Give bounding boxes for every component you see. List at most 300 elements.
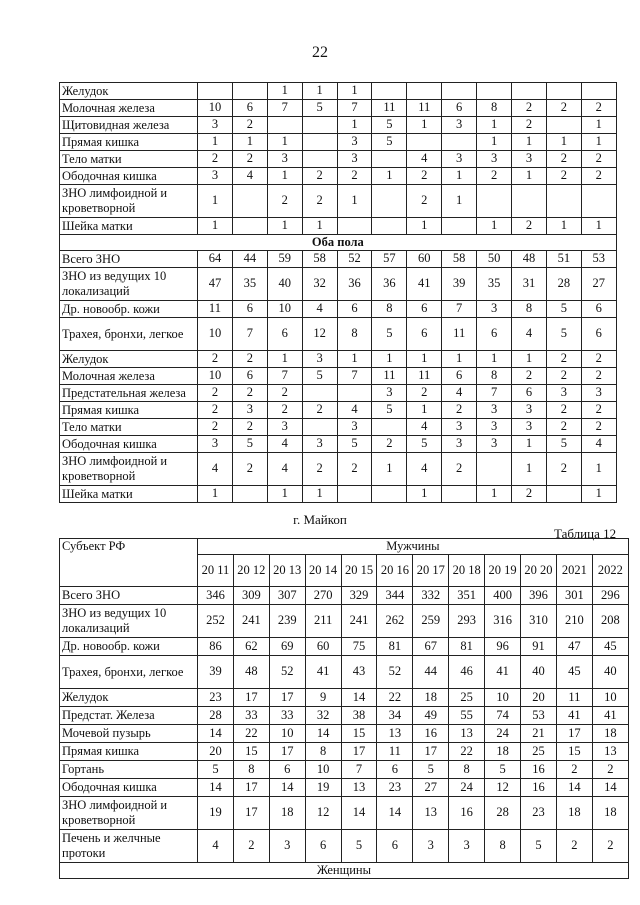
cell-value: 6 [305,830,341,863]
cell-value: 2 [512,368,547,385]
cell-value: 2 [442,453,477,486]
cell-value [477,185,512,218]
table-number: Таблица 12 [554,526,617,541]
cell-value: 14 [198,725,234,743]
year-header: 20 19 [485,555,521,587]
cell-value: 2 [581,368,616,385]
table-row [60,385,617,402]
cell-value: 14 [592,779,628,797]
cell-value: 211 [305,605,341,638]
cell-value: 5 [341,830,377,863]
row-label: Желудок [60,351,198,368]
table-row [60,453,617,486]
cell-value: 1 [198,134,233,151]
cell-value: 51 [546,251,581,268]
cell-value: 3 [477,419,512,436]
cell-value [442,134,477,151]
row-label: Др. новообр. кожи [60,638,198,656]
cell-value: 344 [377,587,413,605]
cell-value: 400 [485,587,521,605]
cell-value: 24 [485,725,521,743]
row-label: ЗНО лимфоидной и кроветворной [60,185,198,218]
cell-value: 3 [302,436,337,453]
table-row [60,368,617,385]
cell-value: 3 [372,385,407,402]
cell-value: 2 [302,168,337,185]
cell-value: 2 [198,402,233,419]
cell-value: 18 [485,743,521,761]
table-row [60,436,617,453]
cell-value: 1 [581,117,616,134]
cell-value: 20 [198,743,234,761]
row-label: Шейка матки [60,218,198,235]
cell-value: 3 [198,436,233,453]
cell-value [546,486,581,503]
cell-value: 7 [232,318,267,351]
cell-value: 2 [232,419,267,436]
cell-value: 7 [341,761,377,779]
cell-value: 4 [407,453,442,486]
cell-value: 8 [485,830,521,863]
cell-value: 17 [556,725,592,743]
cell-value: 4 [267,436,302,453]
cell-value: 3 [512,419,547,436]
cell-value: 6 [377,830,413,863]
table-row [60,486,617,503]
cell-value: 3 [477,436,512,453]
cell-value: 17 [233,779,269,797]
incidence-table-2 [59,538,629,879]
cell-value: 8 [477,368,512,385]
table-row [60,587,629,605]
cell-value: 20 [521,689,557,707]
cell-value: 12 [485,779,521,797]
cell-value: 91 [521,638,557,656]
cell-value: 310 [521,605,557,638]
cell-value: 293 [449,605,485,638]
cell-value: 1 [407,486,442,503]
row-label: Тело матки [60,419,198,436]
cell-value: 5 [372,402,407,419]
table-row [60,402,617,419]
cell-value: 18 [592,725,628,743]
cell-value: 12 [302,318,337,351]
cell-value: 2 [302,453,337,486]
cell-value: 3 [198,168,233,185]
cell-value: 4 [512,318,547,351]
cell-value: 346 [198,587,234,605]
table-row [60,743,629,761]
table-row [60,761,629,779]
cell-value: 45 [556,656,592,689]
cell-value: 1 [581,486,616,503]
cell-value: 22 [233,725,269,743]
cell-value: 2 [232,453,267,486]
cell-value: 5 [485,761,521,779]
cell-value: 47 [198,268,233,301]
cell-value: 17 [233,797,269,830]
city-caption: г. Майкоп [293,512,347,527]
cell-value: 60 [305,638,341,656]
table-row [60,117,617,134]
cell-value: 241 [233,605,269,638]
cell-value [232,218,267,235]
cell-value: 5 [372,318,407,351]
cell-value: 18 [592,797,628,830]
cell-value: 3 [269,830,305,863]
cell-value: 3 [413,830,449,863]
table-row [60,689,629,707]
row-label: Мочевой пузырь [60,725,198,743]
row-label: Трахея, бронхи, легкое [60,656,198,689]
row-label: ЗНО из ведущих 10 локализаций [60,268,198,301]
cell-value: 31 [512,268,547,301]
cell-value: 210 [556,605,592,638]
cell-value: 2 [581,100,616,117]
cell-value: 4 [581,436,616,453]
cell-value: 3 [442,419,477,436]
cell-value: 13 [341,779,377,797]
cell-value: 2 [546,168,581,185]
cell-value: 55 [449,707,485,725]
cell-value: 23 [377,779,413,797]
table-row [60,638,629,656]
cell-value: 1 [407,117,442,134]
cell-value: 21 [521,725,557,743]
row-label: Всего ЗНО [60,587,198,605]
cell-value: 1 [477,117,512,134]
cell-value: 19 [198,797,234,830]
cell-value: 6 [512,385,547,402]
cell-value: 52 [337,251,372,268]
table-row [60,168,617,185]
cell-value: 5 [302,100,337,117]
cell-value: 9 [305,689,341,707]
cell-value: 18 [413,689,449,707]
cell-value [302,117,337,134]
cell-value: 6 [477,318,512,351]
cell-value: 32 [302,268,337,301]
cell-value: 3 [512,402,547,419]
cell-value: 1 [407,402,442,419]
cell-value: 75 [341,638,377,656]
cell-value: 10 [198,100,233,117]
cell-value: 53 [521,707,557,725]
cell-value: 41 [305,656,341,689]
table-row [60,725,629,743]
page-number: 22 [312,44,328,61]
cell-value: 1 [267,134,302,151]
cell-value: 2 [581,402,616,419]
table-row [60,779,629,797]
cell-value: 2 [546,151,581,168]
row-label: Прямая кишка [60,402,198,419]
cell-value [232,83,267,100]
cell-value: 19 [305,779,341,797]
cell-value: 67 [413,638,449,656]
table-row [60,707,629,725]
table-row [60,351,617,368]
cell-value [337,385,372,402]
cell-value: 6 [232,301,267,318]
cell-value [477,453,512,486]
cell-value: 2 [198,385,233,402]
cell-value: 10 [269,725,305,743]
cell-value [512,185,547,218]
cell-value: 2 [581,419,616,436]
cell-value: 2 [372,436,407,453]
row-label: Прямая кишка [60,134,198,151]
cell-value: 1 [267,486,302,503]
row-label: Предстат. Железа [60,707,198,725]
cell-value: 5 [546,436,581,453]
cell-value: 36 [372,268,407,301]
row-label: Печень и желчные протоки [60,830,198,863]
cell-value: 1 [198,486,233,503]
cell-value: 1 [546,134,581,151]
cell-value: 81 [449,638,485,656]
cell-value: 16 [413,725,449,743]
year-header: 20 14 [305,555,341,587]
cell-value [442,218,477,235]
cell-value: 5 [302,368,337,385]
cell-value: 2 [337,168,372,185]
table-row [60,83,617,100]
cell-value: 329 [341,587,377,605]
cell-value: 15 [233,743,269,761]
cell-value: 27 [413,779,449,797]
cell-value: 1 [512,453,547,486]
cell-value: 17 [413,743,449,761]
cell-value: 4 [198,453,233,486]
row-label: Тело матки [60,151,198,168]
cell-value: 5 [198,761,234,779]
cell-value: 2 [581,168,616,185]
cell-value: 4 [232,168,267,185]
cell-value: 41 [407,268,442,301]
cell-value: 6 [581,318,616,351]
cell-value: 2 [232,385,267,402]
cell-value: 2 [592,830,628,863]
cell-value: 396 [521,587,557,605]
cell-value: 3 [546,385,581,402]
cell-value: 15 [556,743,592,761]
cell-value: 3 [337,134,372,151]
cell-value: 6 [581,301,616,318]
cell-value: 40 [592,656,628,689]
cell-value: 5 [232,436,267,453]
cell-value: 60 [407,251,442,268]
cell-value: 22 [449,743,485,761]
cell-value: 44 [232,251,267,268]
cell-value: 3 [337,151,372,168]
cell-value: 2 [198,151,233,168]
cell-value: 1 [477,134,512,151]
cell-value: 2 [556,761,592,779]
table-row [60,656,629,689]
table-row [60,100,617,117]
cell-value: 1 [372,351,407,368]
cell-value: 1 [337,83,372,100]
cell-value: 45 [592,638,628,656]
cell-value: 3 [198,117,233,134]
row-label: Молочная железа [60,368,198,385]
cell-value: 23 [198,689,234,707]
cell-value: 46 [449,656,485,689]
cell-value: 6 [337,301,372,318]
row-label: Ободочная кишка [60,779,198,797]
cell-value [302,151,337,168]
table-row [60,797,629,830]
cell-value: 3 [477,301,512,318]
cell-value [337,486,372,503]
cell-value: 1 [372,453,407,486]
cell-value: 12 [305,797,341,830]
row-label: Гортань [60,761,198,779]
cell-value: 3 [449,830,485,863]
table-row [60,251,617,268]
cell-value: 28 [485,797,521,830]
cell-value: 57 [372,251,407,268]
cell-value: 41 [592,707,628,725]
cell-value [372,83,407,100]
table-row [60,318,617,351]
cell-value: 3 [232,402,267,419]
cell-value: 208 [592,605,628,638]
cell-value: 4 [407,419,442,436]
cell-value: 48 [233,656,269,689]
cell-value [372,486,407,503]
cell-value: 1 [232,134,267,151]
cell-value: 3 [302,351,337,368]
cell-value: 6 [267,318,302,351]
cell-value: 262 [377,605,413,638]
cell-value: 74 [485,707,521,725]
cell-value: 2 [407,385,442,402]
row-label: ЗНО лимфоидной и кроветворной [60,453,198,486]
cell-value: 13 [449,725,485,743]
cell-value: 2 [232,117,267,134]
cell-value: 8 [449,761,485,779]
cell-value: 17 [233,689,269,707]
cell-value: 44 [413,656,449,689]
cell-value: 4 [407,151,442,168]
cell-value: 1 [477,218,512,235]
cell-value: 28 [198,707,234,725]
cell-value: 3 [477,402,512,419]
cell-value: 3 [267,419,302,436]
cell-value [198,83,233,100]
cell-value: 3 [337,419,372,436]
cell-value: 2 [302,185,337,218]
cell-value: 69 [269,638,305,656]
cell-value: 22 [377,689,413,707]
row-label: Всего ЗНО [60,251,198,268]
cell-value: 1 [267,83,302,100]
cell-value: 5 [372,117,407,134]
cell-value: 10 [198,368,233,385]
cell-value: 1 [337,185,372,218]
cell-value: 17 [341,743,377,761]
row-label: Ободочная кишка [60,436,198,453]
cell-value: 2 [267,185,302,218]
cell-value: 52 [377,656,413,689]
cell-value: 1 [267,351,302,368]
year-header: 20 18 [449,555,485,587]
cell-value: 96 [485,638,521,656]
row-label: Др. новообр. кожи [60,301,198,318]
cell-value: 5 [413,761,449,779]
cell-value: 40 [521,656,557,689]
row-label: Молочная железа [60,100,198,117]
cell-value: 2 [232,151,267,168]
cell-value: 3 [267,151,302,168]
cell-value [372,151,407,168]
row-label: Трахея, бронхи, легкое [60,318,198,351]
cell-value: 301 [556,587,592,605]
cell-value: 16 [521,761,557,779]
cell-value: 39 [442,268,477,301]
cell-value: 18 [556,797,592,830]
cell-value [372,218,407,235]
cell-value: 8 [305,743,341,761]
cell-value: 53 [581,251,616,268]
cell-value: 1 [407,351,442,368]
cell-value: 4 [267,453,302,486]
cell-value: 1 [442,351,477,368]
cell-value: 14 [377,797,413,830]
row-label: Щитовидная железа [60,117,198,134]
cell-value: 316 [485,605,521,638]
cell-value: 2 [407,185,442,218]
cell-value: 2 [267,402,302,419]
cell-value: 4 [442,385,477,402]
cell-value [512,83,547,100]
cell-value: 32 [305,707,341,725]
cell-value: 6 [232,100,267,117]
cell-value: 15 [341,725,377,743]
cell-value: 2 [581,351,616,368]
cell-value: 8 [337,318,372,351]
cell-value [546,83,581,100]
cell-value: 270 [305,587,341,605]
cell-value: 1 [512,351,547,368]
cell-value: 10 [592,689,628,707]
cell-value: 13 [413,797,449,830]
cell-value: 5 [337,436,372,453]
cell-value: 1 [267,218,302,235]
cell-value: 7 [337,100,372,117]
cell-value: 6 [407,318,442,351]
cell-value: 43 [341,656,377,689]
cell-value: 28 [546,268,581,301]
cell-value: 2 [477,168,512,185]
cell-value: 41 [485,656,521,689]
table-row [60,218,617,235]
cell-value: 1 [512,436,547,453]
cell-value: 86 [198,638,234,656]
cell-value: 24 [449,779,485,797]
table-row [60,151,617,168]
table-row [60,268,617,301]
cell-value: 2 [407,168,442,185]
year-header: 2021 [556,555,592,587]
row-label: Шейка матки [60,486,198,503]
cell-value: 14 [341,797,377,830]
row-label: ЗНО лимфоидной и кроветворной [60,797,198,830]
cell-value: 2 [198,351,233,368]
cell-value: 16 [449,797,485,830]
